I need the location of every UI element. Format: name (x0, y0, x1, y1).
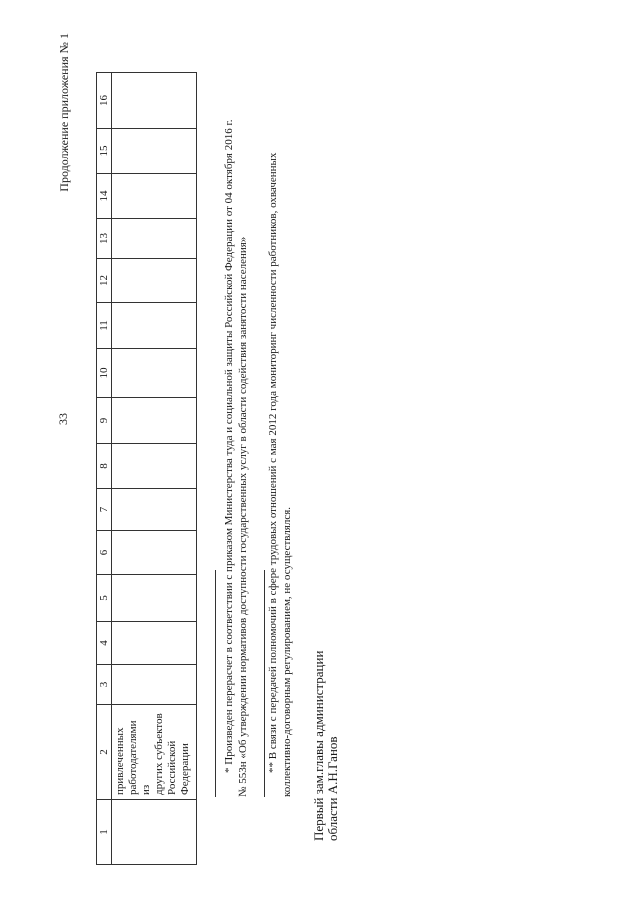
table-cell (112, 489, 197, 531)
table-cell (112, 622, 197, 665)
description-line: привлеченных (114, 727, 126, 795)
table-cell (112, 665, 197, 705)
col-number: 7 (97, 489, 112, 531)
footnote-1-line-2: № 553н «Об утверждении нормативов доступности государственных услуг в области содействия занятости населения» (237, 236, 249, 797)
table-cell (112, 129, 197, 174)
continuation-title: Продолжение приложения № 1 (57, 33, 71, 192)
table-cell (112, 73, 197, 129)
signature-block (312, 651, 340, 841)
table-cell (112, 531, 197, 575)
col-number: 11 (97, 303, 112, 349)
table-cell (112, 398, 197, 444)
page-number: 33 (56, 413, 70, 425)
footnote-2-line-2: коллективно-договорным регулированием, не осуществлялся. (281, 506, 293, 797)
col-number: 9 (97, 398, 112, 444)
col-number: 13 (97, 219, 112, 259)
col-number: 15 (97, 129, 112, 174)
column-number-row (97, 73, 112, 865)
col-number: 2 (97, 705, 112, 800)
footnote-2 (266, 7, 294, 797)
col-number: 8 (97, 444, 112, 489)
col-number: 5 (97, 575, 112, 622)
table-row (112, 73, 197, 865)
table-cell (112, 174, 197, 219)
description-line: работодателями из (127, 720, 152, 795)
footnote-2-line-1: ** В связи с передачей полномочий в сфере трудовых отношений с мая 2012 года мониторинг численности работников, охваченных (267, 152, 279, 773)
signature-name: области А.Н.Ганов (325, 736, 340, 841)
signature-title: Первый зам.главы администрации (311, 650, 326, 841)
table-cell (112, 800, 197, 865)
col-number: 10 (97, 349, 112, 398)
footnote-divider (215, 570, 216, 797)
table-cell (112, 219, 197, 259)
table-cell (112, 259, 197, 303)
table-cell (112, 575, 197, 622)
description-line: других субъектов (153, 713, 165, 795)
col-number: 1 (97, 800, 112, 865)
col-number: 6 (97, 531, 112, 575)
col-number: 4 (97, 622, 112, 665)
footnote-1-line-1: * Произведен перерасчет в соответствии с приказом Министерства туда и социальной защиты Российской Федерации от 04 октября 2016 г. (223, 119, 235, 773)
table-cell (112, 303, 197, 349)
footnote-divider (264, 570, 265, 797)
table-cell-description (112, 705, 197, 800)
table-cell (112, 444, 197, 489)
data-table (96, 72, 197, 865)
col-number: 3 (97, 665, 112, 705)
description-line: Российской (166, 740, 178, 795)
table-cell (112, 349, 197, 398)
col-number: 12 (97, 259, 112, 303)
footnote-1 (222, 7, 250, 797)
col-number: 14 (97, 174, 112, 219)
col-number: 16 (97, 73, 112, 129)
description-line: Федерации (179, 743, 191, 795)
